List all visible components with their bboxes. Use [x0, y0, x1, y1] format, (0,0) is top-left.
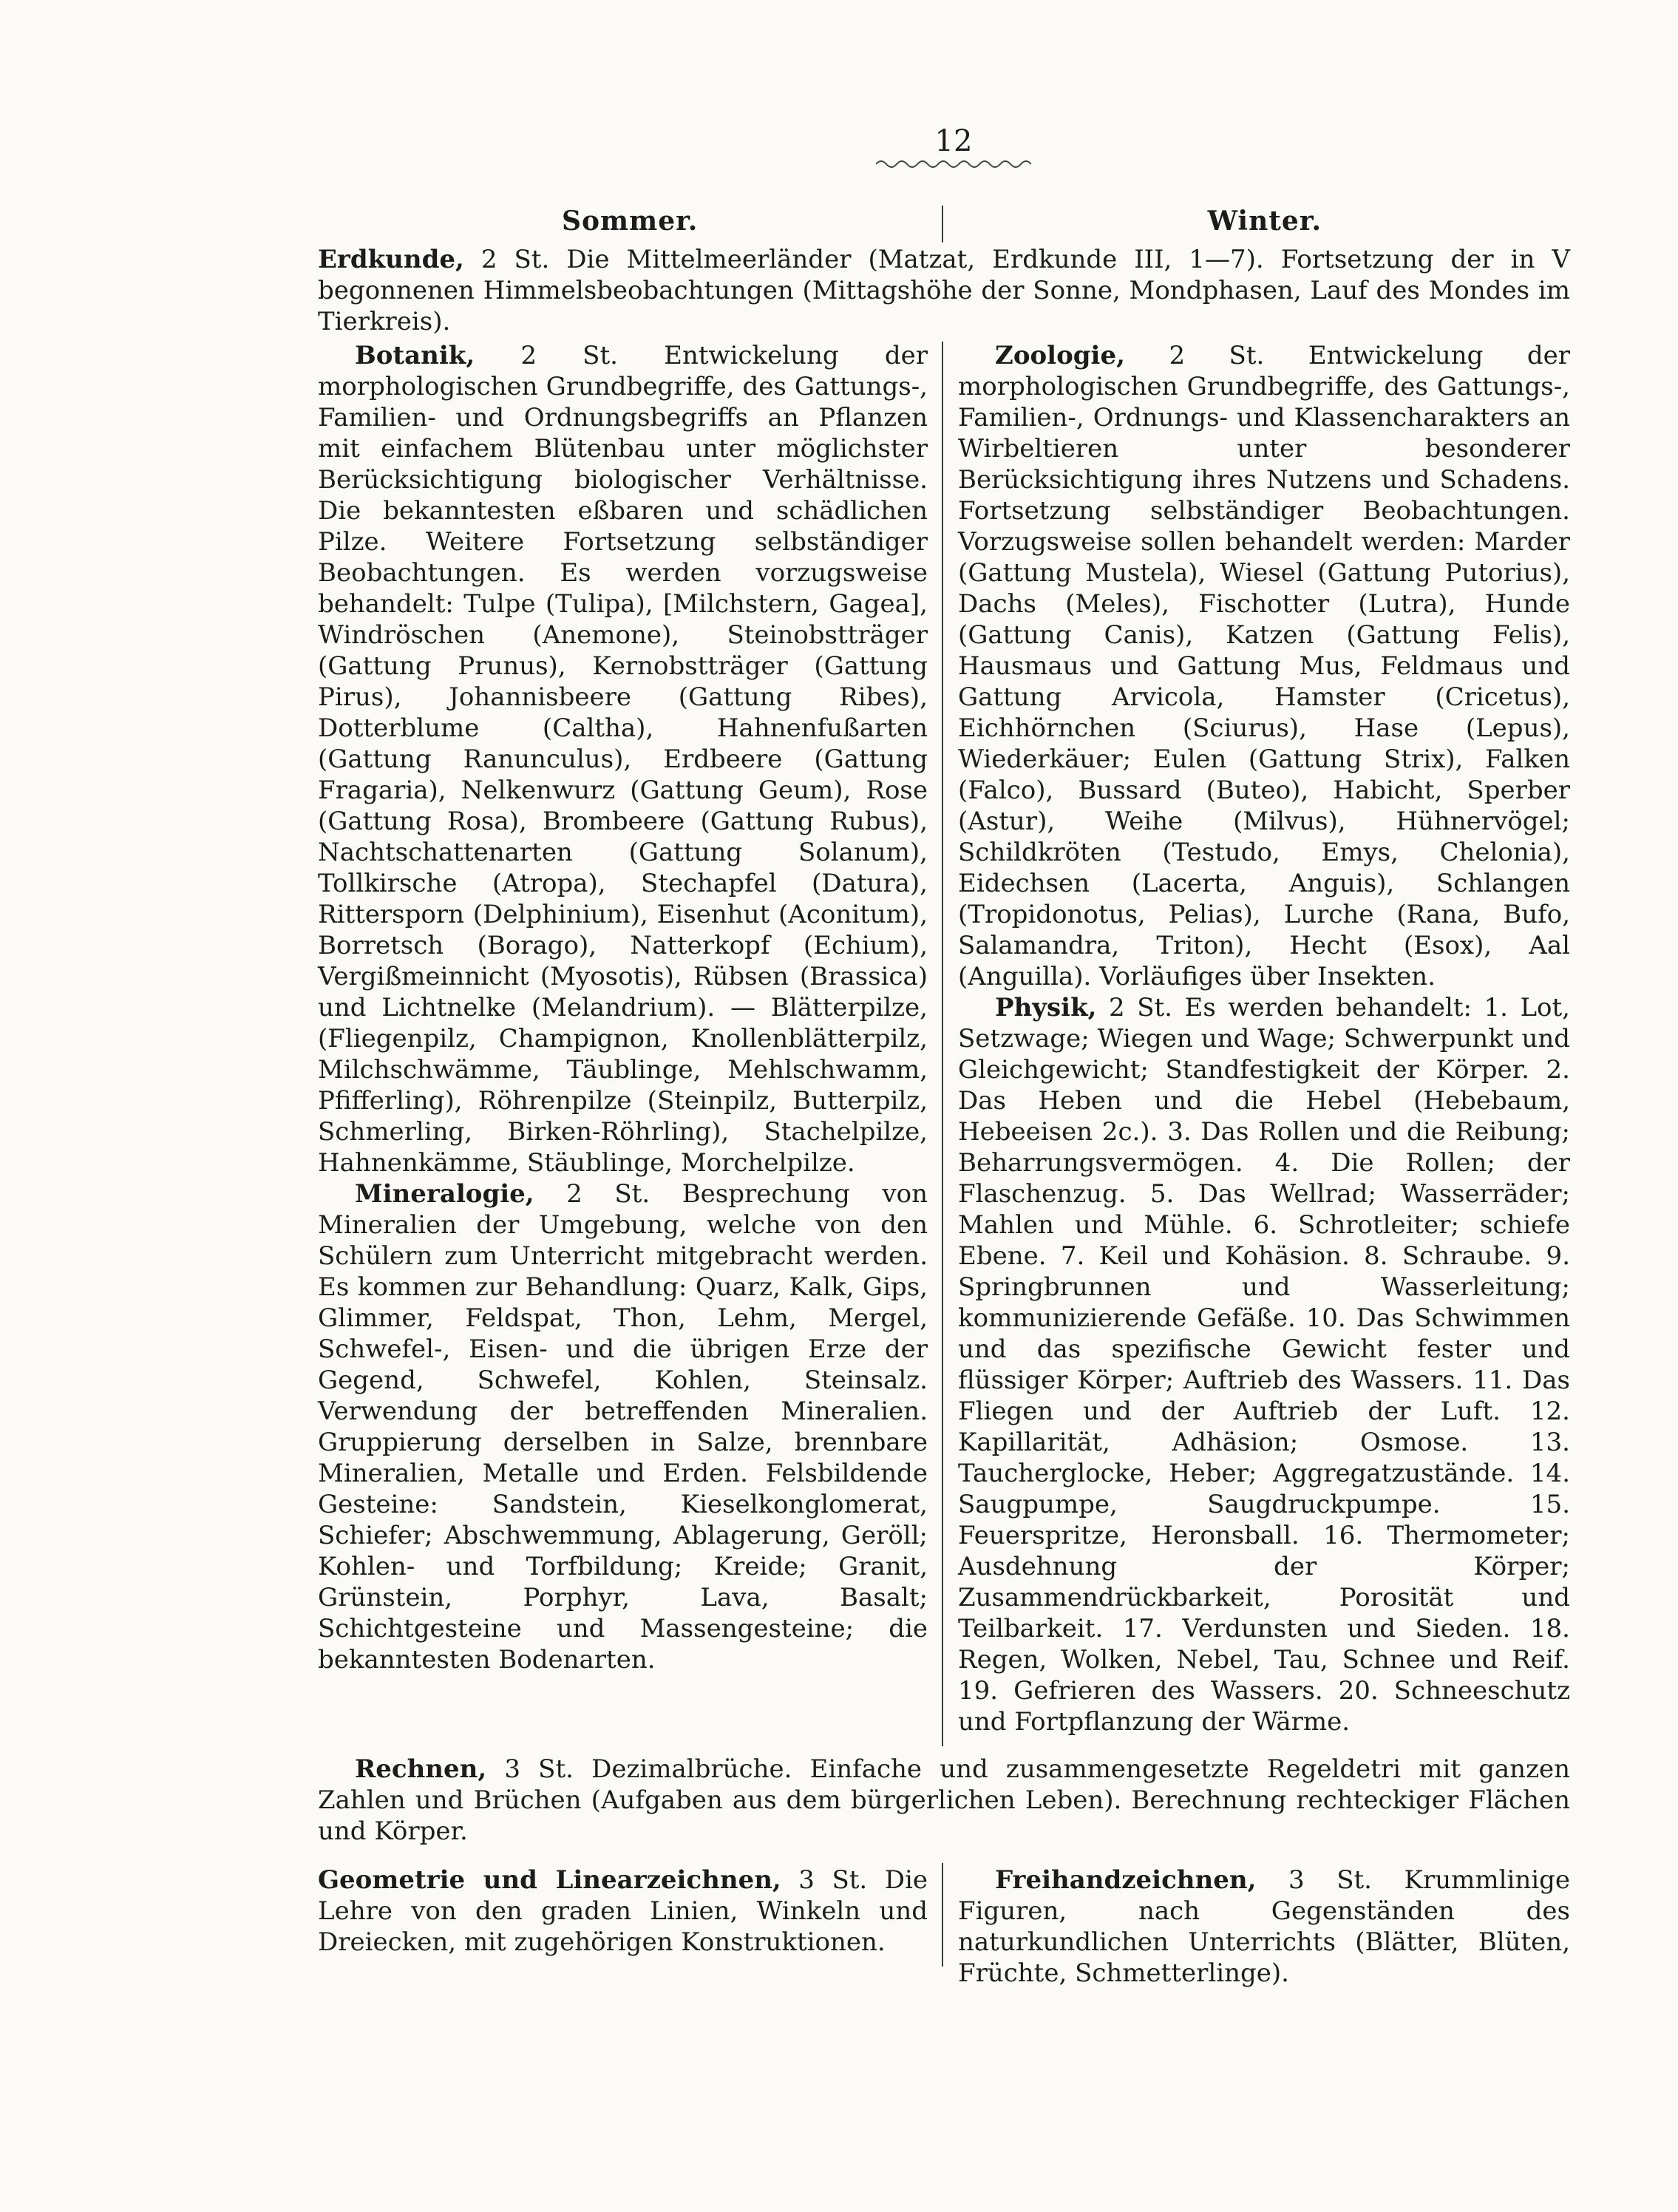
mineralogie-heading: Mineralogie, [355, 1179, 534, 1209]
freihandzeichnen-heading: Freihandzeichnen, [995, 1865, 1257, 1895]
section-freihandzeichnen [958, 1865, 1570, 1989]
zoologie-text: 2 St. Entwickelung der morphologischen Grundbegriffe, des Gattungs-, Familien-, Ordnungs- und Klassencharakters an Wirbeltieren unter besonderer Berücksichtigung ihres Nutzens und Schadens. Fortsetzung selbständiger Beobachtungen. Vorzugsweise sollen behandelt werden: Marder (Gattung Mustela), Wiesel (Gattung Putorius), Dachs (Meles), Fischotter (Lutra), Hunde (Gattung Canis), Katzen (Gattung Felis), Hausmaus und Gattung Mus, Feldmaus und Gattung Arvicola, Hamster (Cricetus), Eichhörnchen (Sciurus), Hase (Lepus), Wiederkäuer; Eulen (Gattung Strix), Falken (Falco), Bussard (Buteo), Habicht, Sperber (Astur), Weihe (Milvus), Hühnervögel; Schildkröten (Testudo, Emys, Chelonia), Eidechsen (Lacerta, Anguis), Schlangen (Tropidonotus, Pelias), Lurche (Rana, Bufo, Salamandra, Triton), Hecht (Esox), Aal (Anguilla). Vorläufiges über Insekten. [958, 341, 1570, 991]
column-divider-bottom [942, 1863, 943, 1967]
freihandzeichnen-text: 3 St. Krummlinige Figuren, nach Gegenständen des naturkundlichen Unterrichts (Blätter, Blüten, Früchte, Schmetterlinge). [958, 1865, 1570, 1988]
botanik-heading: Botanik, [355, 341, 475, 370]
erdkunde-heading: Erdkunde, [318, 245, 464, 274]
rechnen-heading: Rechnen, [355, 1754, 487, 1784]
mineralogie-text: 2 St. Besprechung von Mineralien der Umgebung, welche von den Schülern zum Unterricht mitgebracht werden. Es kommen zur Behandlung: Quarz, Kalk, Gips, Glimmer, Feldspat, Thon, Lehm, Mergel, Schwefel-, Eisen- und die übrigen Erze der Gegend, Schwefel, Kohlen, Steinsalz. Verwendung der betreffenden Mineralien. Gruppierung derselben in Salze, brennbare Mineralien, Metalle und Erden. Felsbildende Gesteine: Sandstein, Kieselkonglomerat, Schiefer; Abschwemmung, Ablagerung, Geröll; Kohlen- und Torfbildung; Kreide; Granit, Grünstein, Porphyr, Lava, Basalt; Schichtgesteine und Massengesteine; die bekanntesten Bodenarten. [318, 1179, 928, 1675]
section-botanik [318, 340, 928, 1178]
column-title-winter: Winter. [1207, 206, 1322, 237]
geometrie-heading: Geometrie und Linearzeichnen, [318, 1865, 781, 1895]
physik-text: 2 St. Es werden behandelt: 1. Lot, Setzwage; Wiegen und Wage; Schwerpunkt und Gleichgewicht; Standfestigkeit der Körper. 2. Das Heben und die Hebel (Hebebaum, Hebeeisen 2c.). 3. Das Rollen und die Reibung; Beharrungsvermögen. 4. Die Rollen; der Flaschenzug. 5. Das Wellrad; Wasserräder; Mahlen und Mühle. 6. Schrotleiter; schiefe Ebene. 7. Keil und Kohäsion. 8. Schraube. 9. Springbrunnen und Wasserleitung; kommunizierende Gefäße. 10. Das Schwimmen und das spezifische Gewicht fester und flüssiger Körper; Auftrieb des Wassers. 11. Das Fliegen und der Auftrieb der Luft. 12. Kapillarität, Adhäsion; Osmose. 13. Taucherglocke, Heber; Aggregatzustände. 14. Saugpumpe, Saugdruckpumpe. 15. Feuerspritze, Heronsball. 16. Thermometer; Ausdehnung der Körper; Zusammendrückbarkeit, Porosität und Teilbarkeit. 17. Verdunsten und Sieden. 18. Regen, Wolken, Nebel, Tau, Schnee und Reif. 19. Gefrieren des Wassers. 20. Schneeschutz und Fortpflanzung der Wärme. [958, 993, 1570, 1737]
section-erdkunde [318, 244, 1570, 337]
column-divider-top [942, 206, 943, 242]
physik-heading: Physik, [995, 993, 1097, 1022]
section-zoologie [958, 340, 1570, 992]
column-divider-middle [942, 342, 943, 1746]
column-title-summer: Sommer. [562, 206, 699, 237]
geometrie-text: 3 St. Die Lehre von den graden Linien, Winkeln und Dreiecken, mit zugehörigen Konstruktionen. [318, 1865, 928, 1957]
section-geometrie [318, 1865, 928, 1958]
page-number: 12 [934, 124, 973, 158]
section-physik [958, 992, 1570, 1737]
botanik-text: 2 St. Entwickelung der morphologischen Grundbegriffe, des Gattungs-, Familien- und Ordnungsbegriffs an Pflanzen mit einfachem Blütenbau unter möglichster Berücksichtigung biologischer Verhältnisse. Die bekanntesten eßbaren und schädlichen Pilze. Weitere Fortsetzung selbständiger Beobachtungen. Es werden vorzugsweise behandelt: Tulpe (Tulipa), [Milchstern, Gagea], Windröschen (Anemone), Steinobstträger (Gattung Prunus), Kernobstträger (Gattung Pirus), Johannisbeere (Gattung Ribes), Dotterblume (Caltha), Hahnenfußarten (Gattung Ranunculus), Erdbeere (Gattung Fragaria), Nelkenwurz (Gattung Geum), Rose (Gattung Rosa), Brombeere (Gattung Rubus), Nachtschattenarten (Gattung Solanum), Tollkirsche (Atropa), Stechapfel (Datura), Rittersporn (Delphinium), Eisenhut (Aconitum), Borretsch (Borago), Natterkopf (Echium), Vergißmeinnicht (Myosotis), Rübsen (Brassica) und Lichtnelke (Melandrium). — Blätterpilze, (Fliegenpilz, Champignon, Knollenblätterpilz, Milchschwämme, Täublinge, Mehlschwamm, Pfifferling), Röhrenpilze (Steinpilz, Butterpilz, Schmerling, Birken-Röhrling), Stachelpilze, Hahnenkämme, Stäublinge, Morchelpilze. [318, 341, 928, 1178]
rechnen-text: 3 St. Dezimalbrüche. Einfache und zusammengesetzte Regeldetri mit ganzen Zahlen und Brüchen (Aufgaben aus dem bürgerlichen Leben). Berechnung rechteckiger Flächen und Körper. [318, 1754, 1570, 1846]
section-rechnen [318, 1754, 1570, 1847]
section-mineralogie [318, 1178, 928, 1675]
zoologie-heading: Zoologie, [995, 341, 1125, 370]
erdkunde-text: 2 St. Die Mittelmeerländer (Matzat, Erdkunde III, 1—7). Fortsetzung der in V begonnenen Himmelsbeobachtungen (Mittagshöhe der Sonne, Mondphasen, Lauf des Mondes im Tierkreis). [318, 245, 1571, 336]
wavy-ornament [876, 157, 1031, 172]
left-column [318, 340, 928, 1675]
right-column [958, 340, 1570, 1737]
